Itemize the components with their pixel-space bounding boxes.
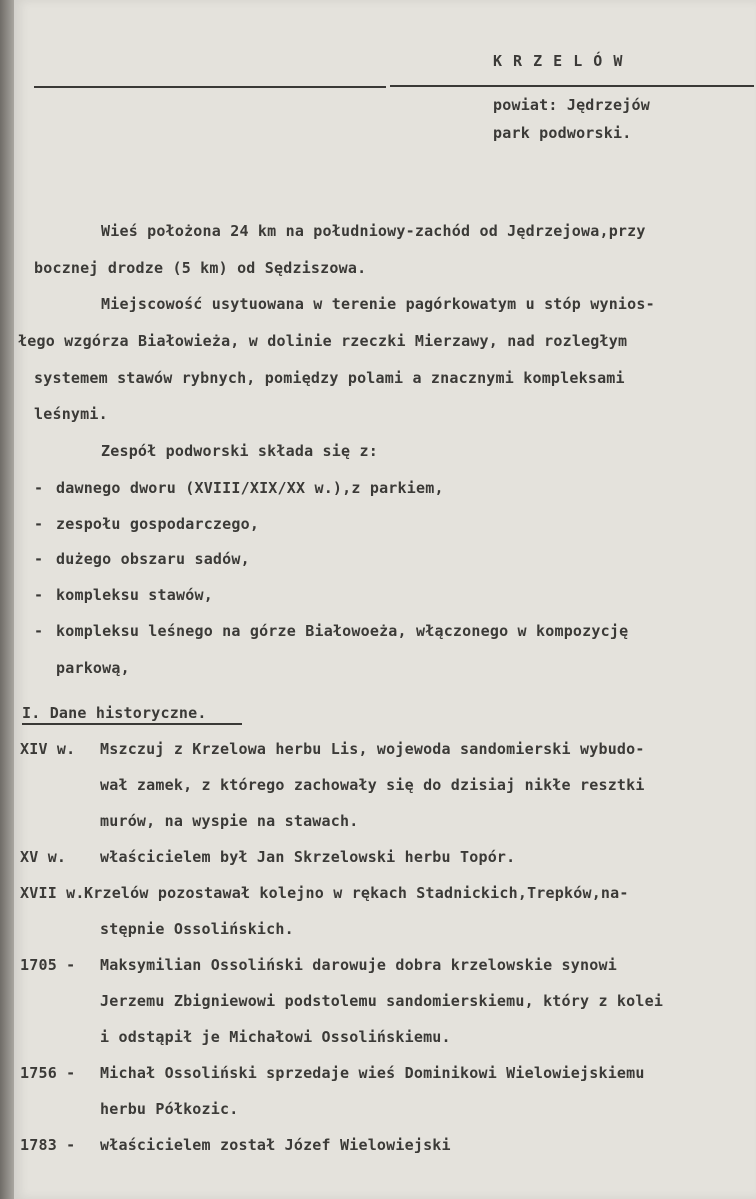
intro-line: Miejscowość usytuowana w terenie pagórkowatym u stóp wynios- xyxy=(101,295,655,313)
list-item: zespołu gospodarczego, xyxy=(56,515,260,533)
intro-line: Wieś położona 24 km na południowy-zachód od Jędrzejowa,przy xyxy=(101,222,646,240)
history-text: Jerzemu Zbigniewowi podstolemu sandomierskiemu, który z kolei xyxy=(100,992,664,1010)
history-date: XV w. xyxy=(20,848,67,866)
history-text: wał zamek, z którego zachowały się do dzisiaj nikłe resztki xyxy=(100,776,645,794)
history-text: właścicielem został Józef Wielowiejski xyxy=(100,1136,451,1154)
history-date: XIV w. xyxy=(20,740,76,758)
list-dash: - xyxy=(34,479,44,497)
typewritten-page xyxy=(14,0,756,1199)
list-dash: - xyxy=(34,515,44,533)
list-item-continuation: parkową, xyxy=(56,659,130,677)
history-text: murów, na wyspie na stawach. xyxy=(100,812,359,830)
list-dash: - xyxy=(34,550,44,568)
list-item: kompleksu stawów, xyxy=(56,586,213,604)
intro-line: systemem stawów rybnych, pomiędzy polami a znacznymi kompleksami xyxy=(34,369,625,387)
history-text: herbu Półkozic. xyxy=(100,1100,239,1118)
history-heading: I. Dane historyczne. xyxy=(22,704,207,722)
history-text: Maksymilian Ossoliński darowuje dobra krzelowskie synowi xyxy=(100,956,617,974)
list-item: kompleksu leśnego na górze Białowoeża, włączonego w kompozycję xyxy=(56,622,629,640)
intro-line: łego wzgórza Białowieża, w dolinie rzeczki Mierzawy, nad rozległym xyxy=(18,332,628,350)
history-text: stępnie Ossolińskich. xyxy=(100,920,294,938)
intro-line: bocznej drodze (5 km) od Sędziszowa. xyxy=(34,259,367,277)
history-heading-underline xyxy=(22,723,242,725)
park-type-line: park podworski. xyxy=(493,124,632,142)
list-item: dawnego dworu (XVIII/XIX/XX w.),z parkiem, xyxy=(56,479,444,497)
history-text: Krzelów pozostawał kolejno w rękach Stadnickich,Trepków,na- xyxy=(84,884,629,902)
list-item: dużego obszaru sadów, xyxy=(56,550,250,568)
header-rule-left xyxy=(34,86,386,88)
history-date: XVII w. xyxy=(20,884,85,902)
header-rule-right xyxy=(390,85,754,87)
place-title: K R Z E L Ó W xyxy=(493,52,624,70)
history-text: Michał Ossoliński sprzedaje wieś Dominikowi Wielowiejskiemu xyxy=(100,1064,645,1082)
history-text: właścicielem był Jan Skrzelowski herbu Topór. xyxy=(100,848,516,866)
complex-heading: Zespół podworski składa się z: xyxy=(101,442,378,460)
intro-line: leśnymi. xyxy=(34,405,108,423)
history-date: 1705 - xyxy=(20,956,76,974)
history-date: 1756 - xyxy=(20,1064,76,1082)
history-text: Mszczuj z Krzelowa herbu Lis, wojewoda sandomierski wybudo- xyxy=(100,740,645,758)
history-text: i odstąpił je Michałowi Ossolińskiemu. xyxy=(100,1028,451,1046)
list-dash: - xyxy=(34,586,44,604)
history-date: 1783 - xyxy=(20,1136,76,1154)
list-dash: - xyxy=(34,622,44,640)
page-binding-edge xyxy=(0,0,14,1199)
powiat-line: powiat: Jędrzejów xyxy=(493,96,650,114)
